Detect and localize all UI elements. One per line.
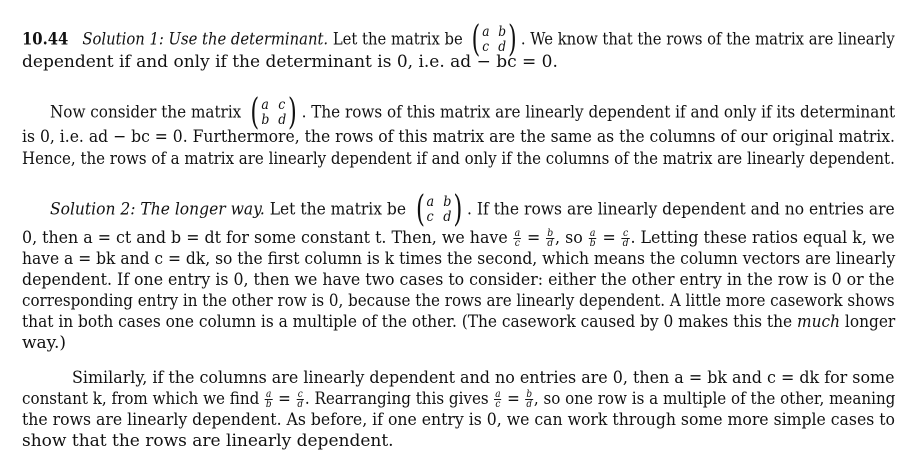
solution2-line7: way.) (22, 333, 67, 353)
matrix-entry: c (482, 39, 490, 55)
solution1-line3 (50, 92, 896, 133)
problem-number: 10.44 (22, 29, 69, 50)
text: . If the rows are linearly dependent and no entries are (467, 199, 895, 220)
equals-sign: = (527, 228, 541, 248)
text: constant k, from which we find (22, 389, 260, 409)
matrix-entry: d (278, 112, 287, 128)
matrix-entry: d (498, 39, 507, 55)
fraction (622, 229, 630, 248)
solution1-heading: Solution 1: Use the determinant. (82, 29, 329, 50)
text: . Letting these ratios equal k, we (630, 228, 895, 248)
solution2-line3: have a = bk and c = dk, so the first column is k times the second, which means the column vectors are linearly (22, 249, 896, 269)
fraction (265, 390, 272, 409)
matrix-entry: a (426, 194, 435, 210)
denominator: b (589, 238, 596, 249)
text: , so (555, 228, 583, 248)
numerator: c (297, 389, 303, 400)
fraction (525, 390, 532, 409)
denominator: c (495, 399, 501, 410)
emphasis: much (796, 312, 841, 332)
fraction (494, 390, 501, 409)
matrix-entry: b (443, 194, 452, 210)
equals-sign: = (602, 228, 616, 248)
equals-sign: = (507, 389, 520, 409)
text: 0, then a = ct and b = dt for some constant t. Then, we have (22, 228, 508, 248)
solution2-line1 (50, 189, 895, 230)
solution1-line4: is 0, i.e. ad − bc = 0. Furthermore, the rows of this matrix are the same as the columns of our original matrix. (22, 127, 896, 147)
text: , so one row is a multiple of the other, meaning (533, 389, 896, 409)
solution2-line6 (22, 312, 895, 332)
text: longer (844, 312, 896, 332)
numerator: a (589, 228, 596, 239)
numerator: b (547, 228, 554, 239)
numerator: b (526, 389, 533, 400)
text: that in both cases one column is a multiple of the other. (The casework caused by 0 makes this the (22, 312, 793, 332)
denominator: b (265, 399, 272, 410)
text: Let the matrix be (332, 29, 463, 50)
matrix-entry: b (261, 112, 270, 128)
fraction (514, 229, 521, 248)
matrix-3: ( a b c d ) (415, 189, 463, 230)
solution2-line8: Similarly, if the columns are linearly dependent and no entries are 0, then a = bk and c = dk for some (72, 368, 895, 388)
text: Let the matrix be (269, 199, 407, 220)
denominator: d (622, 238, 629, 249)
matrix-entry: a (482, 24, 490, 40)
solution2-line5: corresponding entry in the other row is 0, because the rows are linearly dependent. A little more casework shows (22, 291, 895, 311)
solution2-line10: the rows are linearly dependent. As before, if one entry is 0, we can work through some more simple cases to (22, 410, 895, 430)
denominator: c (514, 238, 520, 249)
text: . Rearranging this gives (304, 389, 489, 409)
numerator: a (495, 389, 501, 400)
fraction (546, 229, 554, 248)
matrix-entry: c (426, 209, 434, 225)
denominator: d (547, 238, 554, 249)
matrix-2: ( a c b d ) (250, 92, 297, 133)
matrix-entry: b (498, 24, 507, 40)
fraction (296, 390, 303, 409)
denominator: d (297, 399, 304, 410)
text: Now consider the matrix (50, 102, 242, 123)
text: . We know that the rows of the matrix are linearly (520, 29, 895, 50)
matrix-entry: d (443, 209, 452, 225)
denominator: d (526, 399, 533, 410)
matrix-1: ( a b c d ) (471, 19, 517, 60)
solution1-line2: dependent if and only if the determinant is 0, i.e. ad − bc = 0. (22, 52, 558, 72)
text: . The rows of this matrix are linearly dependent if and only if its determinant (301, 102, 896, 123)
fraction (589, 229, 597, 248)
solution2-line11: show that the rows are linearly dependent. (22, 431, 394, 451)
solution2-line9 (22, 389, 895, 409)
numerator: a (514, 228, 521, 239)
matrix-entry: a (261, 97, 269, 113)
matrix-entry: c (278, 97, 286, 113)
solution2-line2 (22, 228, 895, 248)
solution2-heading: Solution 2: The longer way. (50, 199, 265, 220)
equals-sign: = (278, 389, 291, 409)
solution1-line5: Hence, the rows of a matrix are linearly dependent if and only if the columns of the matrix are linearly dependent. (22, 149, 895, 169)
solution2-line4: dependent. If one entry is 0, then we have two cases to consider: either the other entry in the row is 0 or the (22, 270, 895, 290)
numerator: c (623, 228, 629, 239)
numerator: a (266, 389, 272, 400)
